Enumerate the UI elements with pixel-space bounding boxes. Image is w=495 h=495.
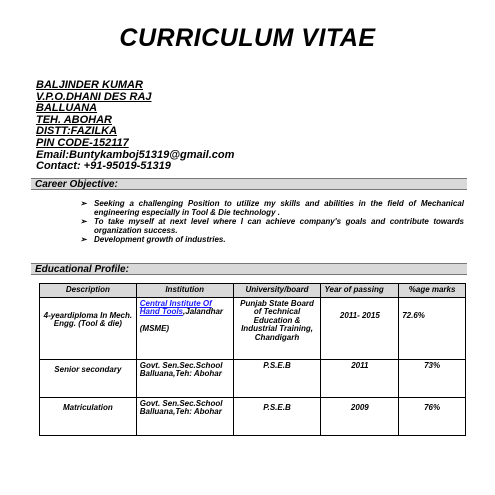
board-cell: Punjab State Board of Technical Education & Industrial Training, Chandigarh [233, 297, 321, 359]
institution-cell: Central Institute Of Hand Tools,Jalandhar (MSME) [136, 297, 233, 359]
column-header: Institution [136, 284, 233, 298]
column-header: University/board [233, 284, 321, 298]
arrow-bullet-icon: ➢ [80, 199, 87, 208]
address-line-2: BALLUANA [36, 102, 98, 115]
email-line: Email:Buntykamboj51319@gmail.com [36, 148, 235, 161]
pin-code: PIN CODE-152117 [36, 136, 129, 149]
description-cell: Senior secondary [40, 359, 137, 397]
year-cell: 2011 [321, 359, 399, 397]
educational-profile-heading: Educational Profile: [31, 263, 467, 275]
contact-block [36, 80, 234, 173]
address-line-1: V.P.O.DHANI DES RAJ [36, 90, 152, 103]
year-cell: 2009 [321, 397, 399, 435]
table-header-row [40, 284, 466, 298]
board-cell: P.S.E.B [233, 359, 321, 397]
page-title: CURRICULUM VITAE [119, 24, 376, 52]
list-item: ➢ Seeking a challenging Position to utilize my skills and abilities in the field of Mechanical engineering especially in Tool & Die technology . [80, 199, 464, 217]
marks-cell: 72.6% [399, 297, 466, 359]
address-line-3: TEH. ABOHAR [36, 113, 112, 126]
description-cell: Matriculation [40, 397, 137, 435]
year-cell: 2011- 2015 [321, 297, 399, 359]
table-row [40, 297, 466, 359]
career-objective-list [80, 199, 464, 244]
arrow-bullet-icon: ➢ [80, 235, 87, 244]
career-objective-heading: Career Objective: [31, 178, 467, 190]
institution-cell: Govt. Sen.Sec.School Balluana,Teh: Abohar [136, 397, 233, 435]
table-row [40, 359, 466, 397]
list-item: ➢ To take myself at next level where I can achieve company's goals and contribute towards organization success. [80, 217, 464, 235]
table-row [40, 397, 466, 435]
candidate-name: BALJINDER KUMAR [36, 79, 143, 91]
column-header: Year of passing [321, 284, 399, 298]
phone-line: Contact: +91-95019-51319 [36, 160, 171, 173]
description-cell: 4-yeardiploma In Mech. Engg. (Tool & die) [40, 297, 137, 359]
marks-cell: 73% [399, 359, 466, 397]
institution-link[interactable]: Central Institute Of Hand Tools [139, 298, 212, 316]
column-header: Description [40, 284, 137, 298]
marks-cell: 76% [399, 397, 466, 435]
column-header: %age marks [399, 284, 466, 298]
education-table [39, 283, 466, 436]
board-cell: P.S.E.B [233, 397, 321, 435]
arrow-bullet-icon: ➢ [80, 217, 87, 226]
address-line-4: DISTT:FAZILKA [36, 125, 118, 138]
institution-cell: Govt. Sen.Sec.School Balluana,Teh: Abohar [136, 359, 233, 397]
list-item: ➢ Development growth of industries. [80, 235, 226, 244]
